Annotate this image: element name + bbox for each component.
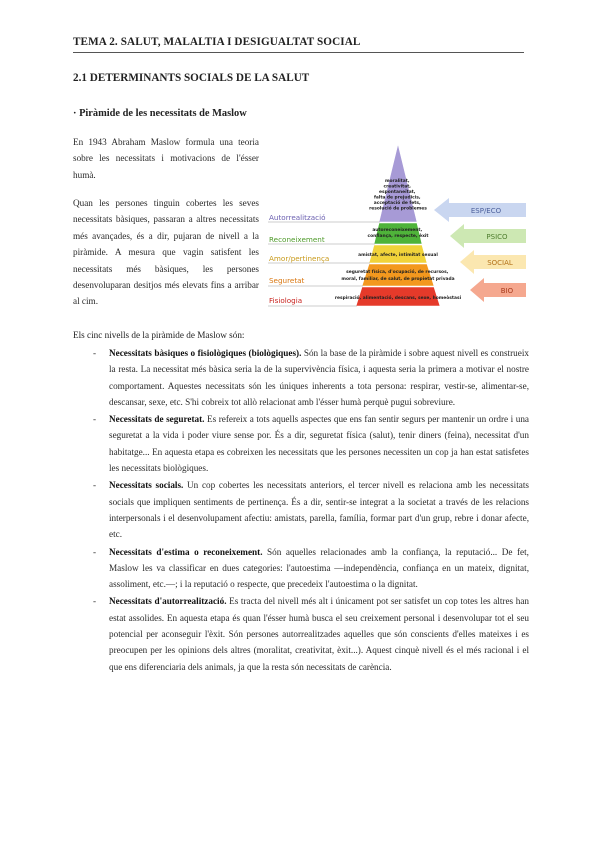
list-item-title: Necessitats d'autorrealització.: [109, 596, 227, 607]
pyramid-label-seguretat: Seguretat: [269, 276, 305, 285]
pyramid-text-amor: amistat, afecte, intimitat sexual: [358, 253, 438, 258]
list-item: [93, 544, 529, 593]
list-item: [93, 345, 529, 410]
pyramid-label-autorrealitzacio: Autorrealització: [269, 213, 326, 222]
pyramid-label-reconeixement: Reconeixement: [269, 235, 325, 244]
list-item-text: Són aquelles relacionades amb la confiança, la reputació... De fet, Maslow les va classificar en dues categories: l'autoestima —independència, confiança en un mateix, dignitat, assoliment, etc.—; i la reputació o respecte, que precedeix l'autoestima o la dignitat.: [109, 546, 529, 590]
list-item: [93, 411, 529, 476]
list-bullet: -: [93, 596, 97, 607]
list-item-title: Necessitats bàsiques o fisiològiques (biològiques).: [109, 348, 302, 358]
pyramid-label-amor: Amor/pertinença: [269, 254, 330, 263]
list-bullet: -: [93, 546, 97, 557]
section-title: 2.1 DETERMINANTS SOCIALS DE LA SALUT: [73, 72, 310, 84]
pyramid-text-reconeixement: autoreconeixement, confiança, respecte, èxit: [367, 228, 429, 239]
arrow-label-psico: PSICO: [486, 233, 508, 241]
levels-intro: Els cinc nivells de la piràmide de Maslow són:: [73, 330, 245, 340]
list-item: [93, 477, 529, 542]
pyramid-text-seguretat: seguretat física, d'ocupació, de recursos, moral, familiar, de salut, de propietat privada: [341, 270, 455, 282]
arrow-label-bio: BIO: [500, 287, 514, 295]
intro-paragraph-1: En 1943 Abraham Maslow formula una teoria sobre les necessitats i motivacions de l'ésser humà.: [73, 137, 259, 180]
subsection-title: · Piràmide de les necessitats de Maslow: [73, 108, 247, 119]
pyramid-level-seguretat: [362, 264, 434, 286]
maslow-pyramid-figure: [264, 140, 528, 312]
arrow-label-social: SOCIAL: [487, 259, 513, 267]
header-divider: [73, 52, 524, 53]
arrow-label-esp-eco: ESP/ECO: [470, 207, 502, 215]
list-item-title: Necessitats d'estima o reconeixement.: [109, 546, 263, 557]
list-item-text: Un cop cobertes les necessitats anteriors, el tercer nivell es relaciona amb les necessitats socials que impliquen sentiments de pertinença. És a dir, sentir-se integrat a la societat a través de les relacions interpersonals i el desenvolupament afectiu: amistats, parella, família, formar part d'un grup, rebre i donar afecte, etc.: [109, 480, 529, 540]
page-header-title: TEMA 2. SALUT, MALALTIA I DESIGUALTAT SOCIAL: [73, 36, 361, 48]
list-item: [93, 593, 529, 674]
list-bullet: -: [93, 414, 97, 425]
list-item-text: Són la base de la piràmide i sobre aquest nivell es construeix la resta. La necessitat més bàsica seria la de la supervivència física, i aquesta seria la primera a motivar el nostre comportament. Aquestes necessitats són les úniques inherents a tota persona: respirar, vestir-se, alimentar-se, descansar, sexe, etc. S'hi cobreix tot allò relacionat amb l'ésser humà perquè pugui sobreviure.: [109, 348, 529, 407]
list-item-text: Es refereix a tots aquells aspectes que ens fan sentir segurs per mantenir un ordre i una seguretat a la vida i poder viure sense por. És a dir, seguretat física (salut), tenir diners (feina), necessitat d'un habitatge... En aquesta etapa es cobreixen les necessitats que les persones necessiten un cop ja han estat satisfetes les necessitats biològiques.: [109, 414, 529, 474]
maslow-levels-list: [93, 345, 529, 676]
pyramid-text-autorrealitzacio: moralitat, creativitat, espontaneïtat, falta de prejudicis, acceptació de fets, resolució de problemes: [369, 179, 427, 212]
list-bullet: -: [93, 480, 97, 491]
arrow-bio: [470, 278, 526, 302]
pyramid-text-fisiologia: respiració, alimentació, descans, sexe, homeòstasi: [334, 296, 462, 301]
intro-paragraph-2: Quan les persones tinguin cobertes les seves necessitats bàsiques, passaran a altres necessitats més avançades, és a dir, pujaran de nivell a la piràmide. A mesura que vagin satisfent les necessitats més bàsiques, les persones desenvoluparan desitjos més elevats fins a arribar al cim.: [73, 198, 259, 307]
list-item-text: Es tracta del nivell més alt i únicament pot ser satisfet un cop totes les altres han estat assolides. En aquesta etapa és quan l'ésser humà busca el seu creixement personal i desenvolupar tot el seu potencial per aconseguir l'èxit. Són persones autorrealitzades aquelles que són conscients d'elles mateixes i es preocupen per les opinions dels altres (moralitat, creativitat, èxit...). Aquest cinquè nivell és el més racional i el que ens diferenciaria dels animals, ja que la resta són necessitats de carència.: [109, 596, 529, 672]
pyramid-label-fisiologia: Fisiologia: [269, 296, 303, 305]
list-bullet: -: [93, 348, 97, 358]
list-item-title: Necessitats de seguretat.: [109, 414, 205, 425]
list-item-title: Necessitats socials.: [109, 480, 184, 491]
